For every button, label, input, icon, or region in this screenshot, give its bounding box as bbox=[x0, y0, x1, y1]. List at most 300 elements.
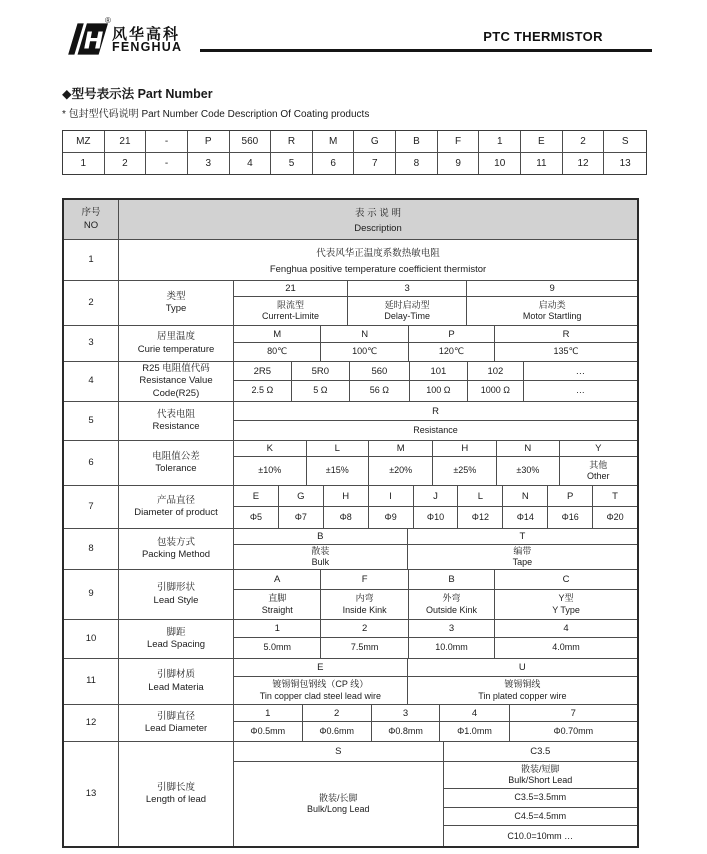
fenghua-logo-icon bbox=[58, 20, 108, 58]
pn-code-cell: 21 bbox=[105, 131, 147, 153]
row-columns bbox=[234, 402, 637, 440]
value-cell bbox=[234, 590, 320, 619]
value-cell bbox=[321, 590, 407, 619]
option-column bbox=[593, 486, 637, 528]
value-cell bbox=[234, 507, 278, 528]
option-column bbox=[560, 441, 637, 485]
value-cell bbox=[234, 297, 347, 325]
table-row-12 bbox=[64, 705, 637, 742]
row-columns bbox=[234, 570, 637, 619]
value-cell bbox=[372, 722, 440, 741]
code-cell: H bbox=[324, 486, 368, 507]
option-column bbox=[408, 529, 637, 569]
row-label-en: Lead Spacing bbox=[146, 639, 206, 650]
pn-code-cell: G bbox=[354, 131, 396, 153]
option-column bbox=[440, 705, 509, 741]
value-cell bbox=[524, 381, 637, 401]
value-en: ±10% bbox=[258, 465, 282, 476]
option-column bbox=[495, 570, 637, 619]
code-cell: 101 bbox=[410, 362, 467, 381]
value-cell bbox=[495, 343, 637, 361]
value-en: Bulk bbox=[311, 557, 330, 568]
row-label bbox=[119, 659, 234, 704]
value-cn: 散装 bbox=[311, 546, 330, 556]
value-en: Φ9 bbox=[384, 511, 397, 522]
row-label bbox=[119, 486, 234, 528]
value-en: Delay-Time bbox=[384, 311, 431, 321]
pn-code-cell: - bbox=[146, 131, 188, 153]
code-cell: J bbox=[414, 486, 458, 507]
row-label-en: Lead Materia bbox=[148, 681, 204, 693]
option-column bbox=[234, 326, 321, 361]
option-column bbox=[510, 705, 637, 741]
brand-name-cn: 风华高科 bbox=[112, 26, 181, 43]
pn-position-cell: 12 bbox=[563, 153, 605, 175]
pn-code-cell: S bbox=[604, 131, 646, 153]
row-columns bbox=[234, 281, 637, 325]
value-en: Φ0.6mm bbox=[319, 725, 354, 736]
option-column bbox=[321, 620, 408, 658]
value-cell bbox=[279, 507, 323, 528]
code-cell: K bbox=[234, 441, 306, 457]
value-cn: 内弯 bbox=[355, 593, 374, 604]
value-en: Straight bbox=[261, 604, 293, 615]
value-cell bbox=[307, 457, 368, 485]
row-label bbox=[119, 705, 234, 741]
value-en: Tin plated copper wire bbox=[478, 690, 567, 701]
option-column bbox=[234, 486, 279, 528]
value-en: Φ0.8mm bbox=[388, 725, 423, 736]
option-column bbox=[234, 742, 444, 846]
code-cell: L bbox=[458, 486, 502, 507]
header-no-en: NO bbox=[83, 219, 99, 231]
row-columns bbox=[234, 441, 637, 485]
value-cn: 其他 bbox=[589, 459, 608, 470]
row-label bbox=[119, 402, 234, 440]
option-column bbox=[348, 281, 467, 325]
pn-position-cell: 7 bbox=[354, 153, 396, 175]
option-column bbox=[495, 326, 637, 361]
value-en: 4.0mm bbox=[552, 642, 580, 653]
pn-code-cell: M bbox=[313, 131, 355, 153]
value-cell bbox=[503, 507, 547, 528]
code-cell: C bbox=[495, 570, 637, 590]
code-cell: I bbox=[369, 486, 413, 507]
value-cn: 镀锡铜包钢线（CP 线） bbox=[272, 679, 369, 690]
option-column bbox=[234, 281, 348, 325]
value-en: Bulk/Short Lead bbox=[508, 775, 573, 786]
code-cell: U bbox=[408, 659, 637, 677]
value-cell bbox=[369, 457, 432, 485]
row-no: 6 bbox=[64, 441, 119, 485]
code-cell: E bbox=[234, 486, 278, 507]
code-cell: L bbox=[307, 441, 368, 457]
code-cell: 2 bbox=[303, 705, 371, 722]
table-row-6 bbox=[64, 441, 637, 486]
value-en: … bbox=[575, 385, 585, 396]
row-columns bbox=[234, 659, 637, 704]
value-cell bbox=[409, 343, 494, 361]
value-cell bbox=[321, 343, 407, 361]
value-en: 100 Ω bbox=[426, 385, 451, 396]
description-table bbox=[62, 198, 639, 848]
pn-position-cell: 13 bbox=[619, 157, 631, 169]
value-cell bbox=[234, 762, 443, 846]
option-column bbox=[369, 441, 433, 485]
value-cell bbox=[234, 381, 291, 401]
value-en: Φ5 bbox=[249, 511, 263, 522]
option-column bbox=[234, 362, 292, 401]
pn-position-cell: 10 bbox=[479, 153, 521, 175]
row-label bbox=[119, 362, 234, 401]
value-cell bbox=[468, 381, 523, 401]
row-columns bbox=[234, 620, 637, 658]
value-en: ±15% bbox=[325, 465, 349, 476]
option-column bbox=[410, 362, 468, 401]
value-cell: C4.5=4.5mm bbox=[444, 808, 637, 827]
header-no-cn: 序号 bbox=[81, 207, 101, 219]
option-column bbox=[321, 326, 408, 361]
option-column bbox=[433, 441, 497, 485]
value-en: 120℃ bbox=[438, 346, 465, 357]
value-cell bbox=[495, 590, 637, 619]
row-label-cn: R25 电阻值代码 bbox=[142, 362, 210, 374]
option-column bbox=[321, 570, 408, 619]
value-cell: C3.5=3.5mm bbox=[444, 789, 637, 808]
row-no: 13 bbox=[64, 742, 119, 846]
value-en: 80℃ bbox=[267, 346, 288, 357]
row-label-cn: 产品直径 bbox=[156, 494, 195, 506]
pn-position-cell: 4 bbox=[230, 153, 272, 175]
table-row-5 bbox=[64, 402, 637, 441]
row-label-en: Lead Diameter bbox=[144, 723, 208, 734]
pn-position-cell: 8 bbox=[396, 153, 438, 175]
value-en: 5.0mm bbox=[263, 642, 291, 653]
row-label-en: Lead Style bbox=[153, 594, 199, 606]
table-row-11 bbox=[64, 659, 637, 705]
row-columns bbox=[234, 529, 637, 569]
option-column bbox=[524, 362, 637, 401]
value-cn: 直脚 bbox=[268, 593, 287, 604]
value-cell bbox=[409, 590, 494, 619]
value-en: Φ1.0mm bbox=[457, 725, 492, 736]
code-cell: 2 bbox=[321, 620, 407, 638]
value-en: ±25% bbox=[453, 465, 477, 476]
value-en: Φ0.70mm bbox=[553, 725, 594, 736]
pn-code-cell: 1 bbox=[479, 131, 521, 153]
table-row-13 bbox=[64, 742, 637, 846]
svg-text:H: H bbox=[83, 26, 104, 55]
pn-code-cell: P bbox=[188, 131, 230, 153]
code-cell: T bbox=[593, 486, 637, 507]
value-cell bbox=[234, 457, 306, 485]
option-column bbox=[468, 362, 524, 401]
row-label bbox=[119, 570, 234, 619]
option-column bbox=[409, 620, 495, 658]
option-column bbox=[503, 486, 548, 528]
row-no: 4 bbox=[64, 362, 119, 401]
brand-name-en: FENGHUA bbox=[112, 40, 183, 54]
value-cell bbox=[234, 343, 320, 361]
value-en: Φ0.5mm bbox=[250, 725, 286, 736]
value-cell bbox=[292, 381, 349, 401]
value-cell bbox=[408, 677, 637, 704]
row-label-cn: 脚距 bbox=[166, 626, 186, 638]
option-column bbox=[234, 705, 303, 741]
row-label bbox=[119, 620, 234, 658]
code-cell: 3 bbox=[372, 705, 440, 722]
code-cell: 2R5 bbox=[234, 362, 291, 381]
row-label bbox=[119, 326, 234, 361]
code-cell: M bbox=[369, 441, 432, 457]
row-label-cn: 代表电阻 bbox=[156, 408, 195, 420]
value-en: Resistance bbox=[413, 424, 458, 435]
table-row-2 bbox=[64, 281, 637, 326]
header-desc-en: Description bbox=[354, 223, 402, 234]
option-column bbox=[303, 705, 372, 741]
option-column bbox=[292, 362, 350, 401]
code-cell: R bbox=[234, 402, 637, 421]
table-row-10 bbox=[64, 620, 637, 659]
value-cell bbox=[369, 507, 413, 528]
value-en: 100℃ bbox=[352, 346, 378, 357]
option-column bbox=[467, 281, 637, 325]
option-column bbox=[234, 529, 408, 569]
row-columns bbox=[234, 486, 637, 528]
value-cell bbox=[444, 762, 637, 789]
option-column bbox=[497, 441, 559, 485]
header-no-cell bbox=[64, 200, 119, 239]
value-cn: 限流型 bbox=[277, 299, 305, 310]
row-label-cn: 包装方式 bbox=[156, 536, 195, 548]
value-en: Tape bbox=[512, 557, 533, 568]
value-cn: 散装/短脚 bbox=[521, 763, 560, 774]
row1-cn: 代表风华正温度系数热敏电阻 bbox=[316, 248, 440, 260]
option-column bbox=[369, 486, 414, 528]
code-cell: 9 bbox=[467, 281, 637, 297]
code-cell: M bbox=[234, 326, 320, 343]
row-label-cn: 引脚形状 bbox=[156, 582, 195, 594]
value-cell bbox=[303, 722, 371, 741]
pn-position-cell: 2 bbox=[105, 153, 147, 175]
value-en: Bulk/Long Lead bbox=[306, 804, 370, 814]
value-en: ±30% bbox=[516, 465, 540, 476]
row-label-en: Resistance Value bbox=[139, 375, 213, 387]
option-column bbox=[444, 742, 637, 846]
value-cell bbox=[440, 722, 508, 741]
value-cell bbox=[324, 507, 368, 528]
row-label-en: Packing Method bbox=[141, 549, 211, 560]
row-no: 11 bbox=[64, 659, 119, 704]
code-cell: N bbox=[497, 441, 558, 457]
option-column bbox=[350, 362, 410, 401]
code-cell: 4 bbox=[495, 620, 637, 638]
value-cell: C10.0=10mm … bbox=[507, 830, 574, 841]
value-cell bbox=[234, 677, 407, 704]
code-cell: 3 bbox=[348, 281, 466, 297]
option-column bbox=[234, 441, 307, 485]
value-en: 7.5mm bbox=[350, 642, 379, 653]
row-label bbox=[119, 441, 234, 485]
code-cell: B bbox=[234, 529, 407, 545]
table-row-7 bbox=[64, 486, 637, 529]
value-cell bbox=[560, 457, 637, 485]
value-cell bbox=[348, 297, 466, 325]
pn-code-cell: F bbox=[438, 131, 480, 153]
code-cell: C3.5 bbox=[444, 742, 637, 762]
value-en: Φ7 bbox=[294, 511, 307, 522]
value-cn: 编带 bbox=[513, 546, 532, 556]
row-no: 5 bbox=[64, 402, 119, 440]
row1-description bbox=[119, 240, 637, 280]
option-column bbox=[279, 486, 324, 528]
table-row-1 bbox=[64, 240, 637, 281]
row-label-cn: 居里温度 bbox=[156, 331, 195, 343]
value-cell bbox=[495, 638, 637, 658]
code-cell: H bbox=[433, 441, 496, 457]
pn-code-cell: R bbox=[271, 131, 313, 153]
row-columns bbox=[234, 362, 637, 401]
table-row-8 bbox=[64, 529, 637, 570]
value-cell bbox=[548, 507, 592, 528]
row-label-cn: 电阻值公差 bbox=[152, 450, 200, 462]
option-column bbox=[307, 441, 369, 485]
option-column bbox=[495, 620, 637, 658]
row-label-en: Curie temperature bbox=[137, 343, 215, 355]
value-cn: Y型 bbox=[558, 593, 574, 604]
option-column bbox=[458, 486, 503, 528]
value-cn: 延时启动型 bbox=[384, 299, 430, 310]
value-cell bbox=[408, 545, 637, 570]
pn-position-cell: 6 bbox=[313, 153, 355, 175]
value-cn: 散装/长脚 bbox=[319, 792, 358, 803]
value-cell bbox=[510, 722, 637, 741]
code-cell: 3 bbox=[409, 620, 494, 638]
row-label-cn: 引脚长度 bbox=[156, 781, 195, 793]
value-cell bbox=[350, 381, 409, 401]
value-en: Y Type bbox=[552, 604, 580, 615]
option-column bbox=[548, 486, 593, 528]
pn-code-cell: 2 bbox=[563, 131, 605, 153]
section-title: ◆型号表示法 Part Number bbox=[62, 87, 213, 101]
option-column bbox=[234, 620, 321, 658]
value-cn: 镀锡铜线 bbox=[504, 679, 541, 690]
value-cell bbox=[234, 421, 637, 440]
section-subtitle: * 包封型代码说明 Part Number Code Description Of Coating products bbox=[62, 109, 370, 120]
code-cell: 5R0 bbox=[292, 362, 349, 381]
code-cell: S bbox=[234, 742, 443, 762]
table-row-9 bbox=[64, 570, 637, 620]
row-no: 7 bbox=[64, 486, 119, 528]
row-label-cn: 类型 bbox=[166, 290, 186, 302]
row-label-en2: Code(R25) bbox=[152, 387, 200, 399]
value-en: Tin copper clad steel lead wire bbox=[259, 690, 381, 701]
option-column bbox=[324, 486, 369, 528]
code-cell: 7 bbox=[510, 705, 637, 722]
value-en: Outside Kink bbox=[425, 604, 477, 615]
pn-code-cell: MZ bbox=[63, 131, 105, 153]
value-cell bbox=[234, 722, 302, 741]
value-en: Current-Limite bbox=[262, 311, 320, 321]
row-label-cn: 引脚材质 bbox=[156, 669, 195, 681]
value-en: Inside Kink bbox=[342, 604, 387, 615]
code-cell: T bbox=[408, 529, 637, 545]
row-label-en: Type bbox=[165, 303, 187, 314]
value-en: Other bbox=[587, 471, 610, 481]
option-column bbox=[234, 570, 321, 619]
code-cell: R bbox=[495, 326, 637, 343]
table-row-4 bbox=[64, 362, 637, 402]
value-en: 10.0mm bbox=[435, 642, 468, 653]
value-en: Φ10 bbox=[426, 511, 445, 522]
value-en: 2.5 Ω bbox=[251, 385, 274, 396]
value-cn: 外弯 bbox=[442, 593, 461, 604]
row-label-cn: 引脚直径 bbox=[156, 710, 195, 722]
value-cell bbox=[458, 507, 502, 528]
row-no: 10 bbox=[64, 620, 119, 658]
value-en: ±20% bbox=[389, 465, 413, 476]
value-en: Φ20 bbox=[606, 511, 624, 522]
value-en: Motor Startling bbox=[522, 311, 582, 321]
pn-position-cell: 9 bbox=[438, 153, 480, 175]
value-en: Φ12 bbox=[471, 511, 489, 522]
code-cell: 1 bbox=[234, 620, 320, 638]
value-en: Φ14 bbox=[516, 511, 534, 522]
code-cell: E bbox=[234, 659, 407, 677]
option-column bbox=[234, 402, 637, 440]
header-desc-cell bbox=[119, 200, 637, 239]
code-cell: Y bbox=[560, 441, 637, 457]
row-columns bbox=[234, 742, 637, 846]
row-no: 2 bbox=[64, 281, 119, 325]
value-cell bbox=[433, 457, 496, 485]
value-en: 135℃ bbox=[553, 346, 579, 357]
value-cell bbox=[410, 381, 467, 401]
row1-en: Fenghua positive temperature coefficient thermistor bbox=[269, 263, 487, 275]
row-columns bbox=[234, 326, 637, 361]
table-header-row bbox=[64, 200, 637, 240]
value-cell bbox=[497, 457, 558, 485]
pn-position-cell: 5 bbox=[271, 153, 313, 175]
value-en: 1000 Ω bbox=[480, 385, 511, 396]
value-cell bbox=[467, 297, 637, 325]
row-label-en: Length of lead bbox=[145, 794, 207, 805]
code-cell: G bbox=[279, 486, 323, 507]
row-no: 3 bbox=[64, 326, 119, 361]
header-rule bbox=[200, 49, 652, 52]
code-cell: P bbox=[548, 486, 592, 507]
option-column bbox=[409, 326, 495, 361]
code-cell: 102 bbox=[468, 362, 523, 381]
option-column bbox=[414, 486, 459, 528]
code-cell: 560 bbox=[350, 362, 409, 381]
row-no: 9 bbox=[64, 570, 119, 619]
value-en: 56 Ω bbox=[369, 385, 389, 396]
pn-position-cell: 1 bbox=[63, 153, 105, 175]
row-no: 12 bbox=[64, 705, 119, 741]
row-label-en: Tolerance bbox=[155, 463, 197, 474]
row-label-en: Diameter of product bbox=[134, 507, 218, 518]
row-label bbox=[119, 281, 234, 325]
code-cell: A bbox=[234, 570, 320, 590]
code-cell: … bbox=[524, 362, 637, 381]
registered-trademark-mark: ® bbox=[105, 16, 111, 25]
code-cell: F bbox=[321, 570, 407, 590]
value-cn: 启动类 bbox=[538, 299, 566, 310]
value-cell bbox=[409, 638, 494, 658]
page-title: PTC THERMISTOR bbox=[483, 29, 603, 44]
code-cell: P bbox=[409, 326, 494, 343]
